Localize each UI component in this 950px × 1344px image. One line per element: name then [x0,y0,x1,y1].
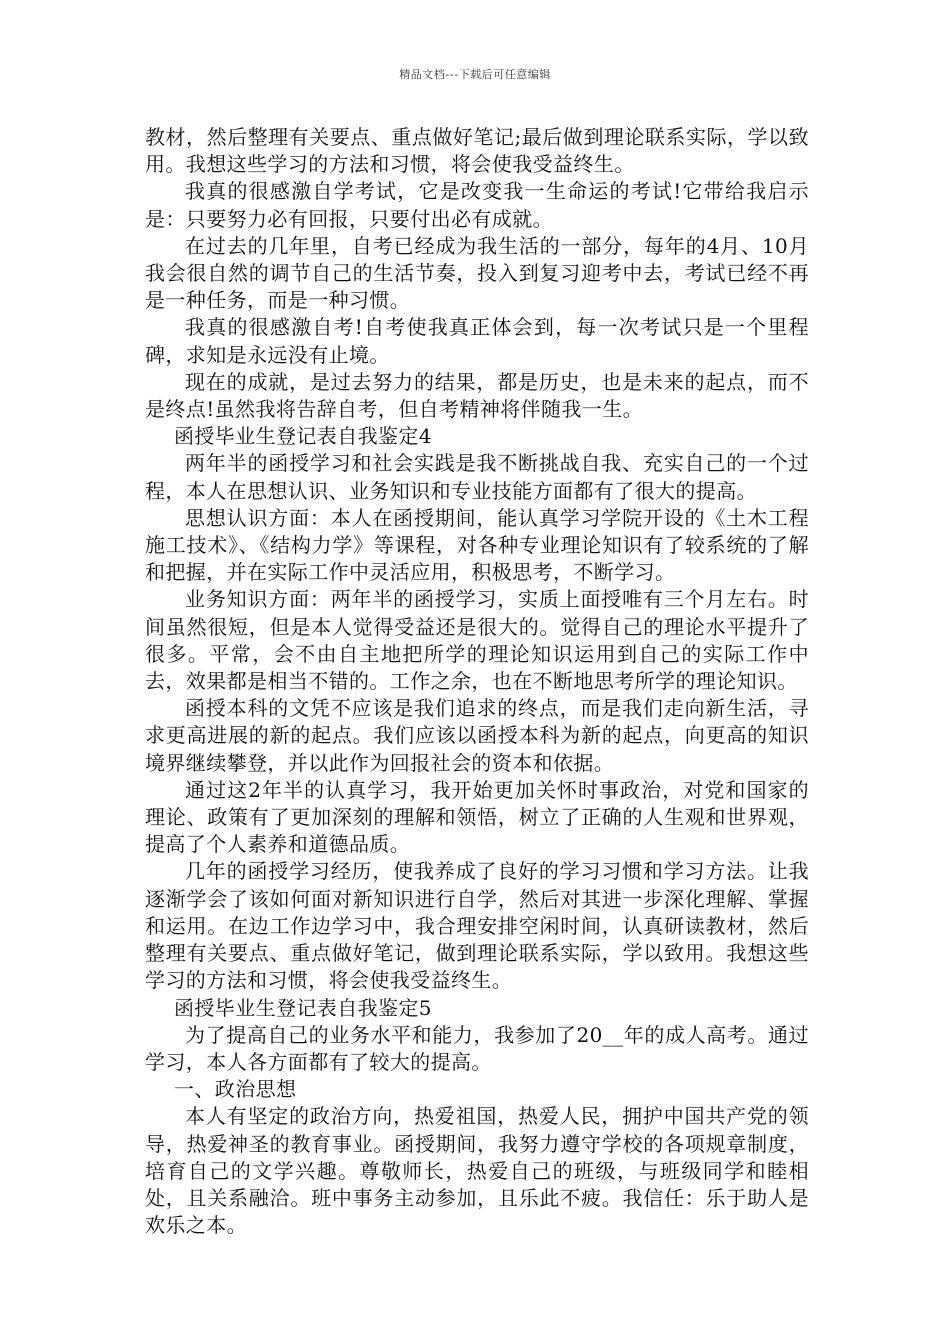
paragraph: 在过去的几年里，自考已经成为我生活的一部分，每年的4月、10月我会很自然的调节自己的生活节奏，投入到复习迎考中去，考试已经不再是一种任务，而是一种习惯。 [145,233,809,313]
paragraph: 我真的很感激自考!自考使我真正体会到，每一次考试只是一个里程碑，求知是永远没有止境。 [145,315,809,367]
paragraph: 函授本科的文凭不应该是我们追求的终点，而是我们走向新生活，寻求更高进展的新的起点。我们应该以函授本科为新的起点，向更高的知识境界继续攀登，并以此作为回报社会的资本和依据。 [145,696,809,775]
paragraph: 通过这2年半的认真学习，我开始更加关怀时事政治，对党和国家的理论、政策有了更加深刻的理解和领悟，树立了正确的人生观和世界观，提高了个人素养和道德品质。 [145,777,809,857]
paragraph: 现在的成就，是过去努力的结果，都是历史，也是未来的起点，而不是终点!虽然我将告辞自考，但自考精神将伴随我一生。 [145,369,809,422]
page-header: 精品文档---下载后可任意编辑 [399,68,551,81]
paragraph: 我真的很感激自学考试，它是改变我一生命运的考试!它带给我启示是：只要努力必有回报，只要付出必有成就。 [145,179,809,231]
document-body [145,124,809,1239]
paragraph: 为了提高自己的业务水平和能力，我参加了20__年的成人高考。通过学习，本人各方面都有了较大的提高。 [145,1022,809,1074]
paragraph: 两年半的函授学习和社会实践是我不断挑战自我、充实自己的一个过程，本人在思想认识、业务知识和专业技能方面都有了很大的提高。 [145,451,809,503]
section-heading: 函授毕业生登记表自我鉴定4 [174,424,432,449]
subsection-heading: 一、政治思想 [174,1077,297,1102]
paragraph: 思想认识方面：本人在函授期间，能认真学习学院开设的《土木工程施工技术》、《结构力学》等课程，对各种专业理论知识有了较系统的了解和把握，并在实际工作中灵活应用，积极思考，不断学习。 [145,505,809,585]
section-heading: 函授毕业生登记表自我鉴定5 [174,995,432,1020]
paragraph: 几年的函授学习经历，使我养成了良好的学习习惯和学习方法。让我逐渐学会了该如何面对新知识进行自学，然后对其进一步深化理解、掌握和运用。在边工作边学习中，我合理安排空闲时间，认真研读教材，然后整理有关要点、重点做好笔记，做到理论联系实际，学以致用。我想这些学习的方法和习惯，将会使我受益终生。 [145,859,809,993]
paragraph: 业务知识方面：两年半的函授学习，实质上面授唯有三个月左右。时间虽然很短，但是本人觉得受益还是很大的。觉得自己的理论水平提升了很多。平常，会不由自主地把所学的理论知识运用到自己的实际工作中去，效果都是相当不错的。工作之余，也在不断地思考所学的理论知识。 [145,587,809,694]
paragraph: 本人有坚定的政治方向，热爱祖国，热爱人民，拥护中国共产党的领导，热爱神圣的教育事业。函授期间，我努力遵守学校的各项规章制度，培育自己的文学兴趣。尊敬师长，热爱自己的班级，与班级同学和睦相处，且关系融洽。班中事务主动参加，且乐此不疲。我信任：乐于助人是欢乐之本。 [145,1104,809,1238]
paragraph: 教材，然后整理有关要点、重点做好笔记;最后做到理论联系实际，学以致用。我想这些学习的方法和习惯，将会使我受益终生。 [145,125,809,177]
